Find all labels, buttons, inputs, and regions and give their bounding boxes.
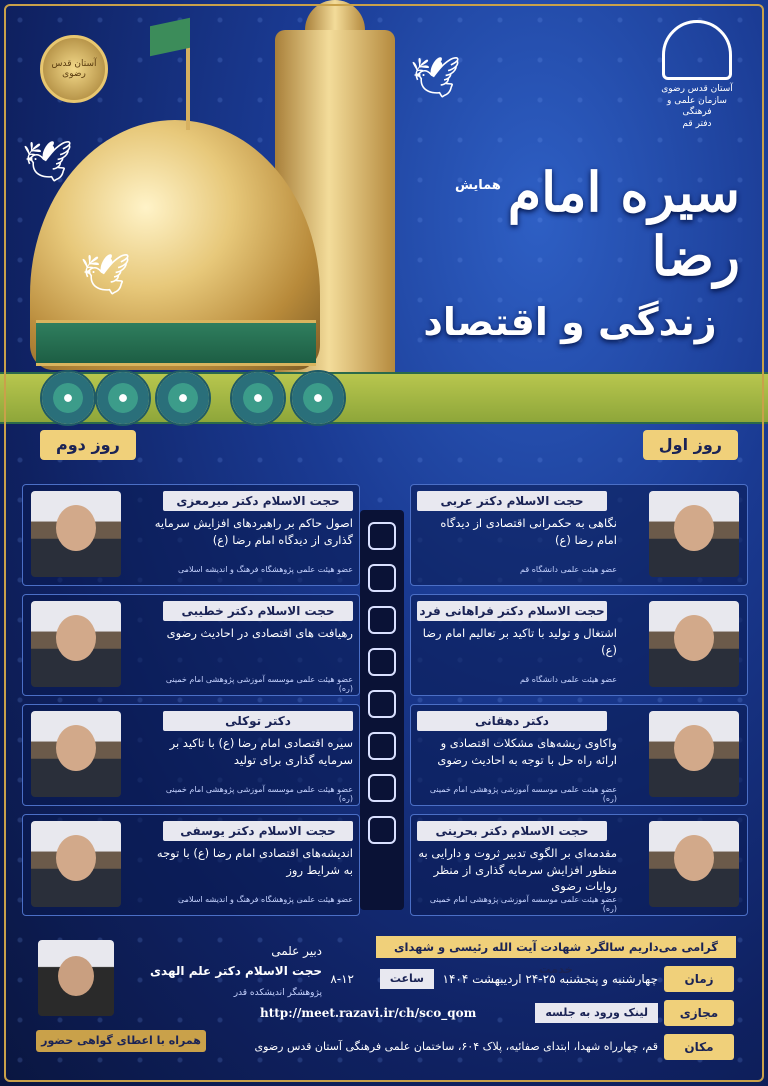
speaker-affiliation: عضو هیئت علمی پژوهشگاه فرهنگ و اندیشه اسلامی: [177, 565, 353, 574]
speaker-name: حجت الاسلام دکتر یوسفی: [163, 821, 353, 841]
sponsor-logos-column: [360, 510, 404, 910]
speaker-photo: [31, 711, 121, 797]
sponsor-logo-icon: [368, 732, 396, 760]
time-value: چهارشنبه و پنجشنبه ۲۵-۲۴ اردیبهشت ۱۴۰۴: [442, 972, 658, 986]
speaker-card: [22, 484, 360, 586]
speaker-photo: [31, 821, 121, 907]
rosette-ornament: [155, 370, 211, 426]
sponsor-logo-icon: [368, 564, 396, 592]
virtual-label: مجازی: [664, 1000, 734, 1026]
speaker-name: حجت الاسلام دکتر خطیبی: [163, 601, 353, 621]
speaker-name: حجت الاسلام دکتر میرمعزی: [163, 491, 353, 511]
speaker-name: حجت الاسلام دکتر عربی: [417, 491, 607, 511]
sponsor-logo-icon: [368, 690, 396, 718]
memorial-banner: گرامی می‌داریم سالگرد شهادت آیت الله رئیسی و شهدای خدمت: [376, 936, 736, 958]
speaker-photo: [31, 491, 121, 577]
rosette-ornament: [95, 370, 151, 426]
shrine-logo-icon: [662, 20, 732, 80]
event-label: همایش: [455, 178, 501, 193]
sponsor-logo-icon: [368, 522, 396, 550]
speaker-photo: [649, 821, 739, 907]
speaker-affiliation: عضو هیئت علمی موسسه آموزشی پژوهشی امام خمینی (ره): [429, 785, 617, 803]
speaker-name: حجت الاسلام دکتر فراهانی فرد: [417, 601, 607, 621]
speaker-topic: واکاوی ریشه‌های مشکلات اقتصادی و ارائه راه حل با توجه به احادیث رضوی: [437, 736, 617, 767]
seal-logo: آستان قدس رضوی: [40, 35, 108, 103]
dove-icon: 🕊: [410, 55, 461, 101]
hours-label: ساعت: [380, 969, 434, 989]
meeting-url[interactable]: http://meet.razavi.ir/ch/sco_qom: [260, 1006, 477, 1020]
speaker-topic: اشتغال و تولید با تاکید بر تعالیم امام رضا (ع): [422, 626, 617, 657]
speaker-topic: نگاهی به حکمرانی اقتصادی از دیدگاه امام رضا (ع): [440, 516, 617, 547]
speaker-card: [410, 484, 748, 586]
speaker-topic: سیره اقتصادی امام رضا (ع) با تاکید بر سرمایه گذاری برای تولید: [169, 736, 353, 767]
certificate-note: همراه با اعطای گواهی حضور: [36, 1030, 206, 1052]
speaker-card: [22, 814, 360, 916]
place-label: مکان: [664, 1034, 734, 1060]
speaker-affiliation: عضو هیئت علمی پژوهشگاه فرهنگ و اندیشه اسلامی: [177, 895, 353, 904]
speaker-topic: اندیشه‌های اقتصادی امام رضا (ع) با توجه به شرایط روز: [156, 846, 353, 877]
rosette-ornament: [40, 370, 96, 426]
speaker-affiliation: عضو هیئت علمی دانشگاه قم: [520, 565, 617, 574]
dove-icon: 🕊: [22, 139, 73, 185]
speaker-affiliation: عضو هیئت علمی موسسه آموزشی پژوهشی امام خمینی (ره): [429, 895, 617, 913]
rosette-ornament: [290, 370, 346, 426]
secretary-affiliation: پژوهشگر اندیشکده قدر: [233, 988, 322, 998]
dove-icon: 🕊: [80, 252, 131, 298]
sponsor-logo-icon: [368, 606, 396, 634]
sponsor-logo-icon: [368, 648, 396, 676]
time-label: زمان: [664, 966, 734, 992]
sponsor-logo-icon: [368, 816, 396, 844]
dome-inscription-band: [36, 320, 316, 366]
sponsor-logo-icon: [368, 774, 396, 802]
day1-tag: روز اول: [643, 430, 738, 460]
speaker-photo: [649, 491, 739, 577]
speaker-card: [410, 594, 748, 696]
speaker-affiliation: عضو هیئت علمی موسسه آموزشی پژوهشی امام خمینی (ره): [165, 675, 353, 693]
place-value: قم، چهارراه شهدا، ابتدای صفائیه، پلاک ۶۰۴، ساختمان علمی فرهنگی آستان قدس رضوی: [254, 1040, 658, 1053]
org-logo-text: آستان قدس رضوی سازمان علمی و فرهنگی دفتر قم: [661, 84, 733, 130]
hours-value: ۸-۱۲: [330, 972, 354, 986]
secretary-role: دبیر علمی: [271, 944, 322, 958]
speaker-topic: اصول حاکم بر راهبردهای افزایش سرمایه گذاری از دیدگاه امام رضا (ع): [154, 516, 353, 547]
speaker-topic: مقدمه‌ای بر الگوی تدبیر ثروت و دارایی به منظور افزایش سرمایه گذاری از منظر روایات رضوی: [418, 846, 617, 894]
speaker-topic: رهیافت های اقتصادی در احادیث رضوی: [166, 626, 353, 640]
secretary-photo: [38, 940, 114, 1016]
speaker-name: حجت الاسلام دکتر بحرینی: [417, 821, 607, 841]
virtual-row: [224, 1000, 734, 1026]
page-title: سیره امام رضا: [507, 160, 740, 288]
speaker-name: دکتر دهقانی: [417, 711, 607, 731]
speaker-affiliation: عضو هیئت علمی دانشگاه قم: [520, 675, 617, 684]
day2-tag: روز دوم: [40, 430, 136, 460]
speaker-photo: [31, 601, 121, 687]
speaker-name: دکتر توکلی: [163, 711, 353, 731]
place-row: [224, 1034, 734, 1060]
speaker-card: [410, 704, 748, 806]
speaker-card: [410, 814, 748, 916]
speaker-affiliation: عضو هیئت علمی موسسه آموزشی پژوهشی امام خمینی (ره): [165, 785, 353, 803]
speaker-photo: [649, 711, 739, 797]
speaker-photo: [649, 601, 739, 687]
speaker-card: [22, 704, 360, 806]
rosette-ornament: [230, 370, 286, 426]
secretary-name: حجت الاسلام دکتر علم الهدی: [150, 964, 322, 978]
org-logo: [656, 20, 738, 131]
meeting-link-label: لینک ورود به جلسه: [535, 1003, 658, 1023]
page-subtitle: زندگی و اقتصاد: [423, 300, 717, 344]
speaker-card: [22, 594, 360, 696]
time-row: [224, 966, 734, 992]
